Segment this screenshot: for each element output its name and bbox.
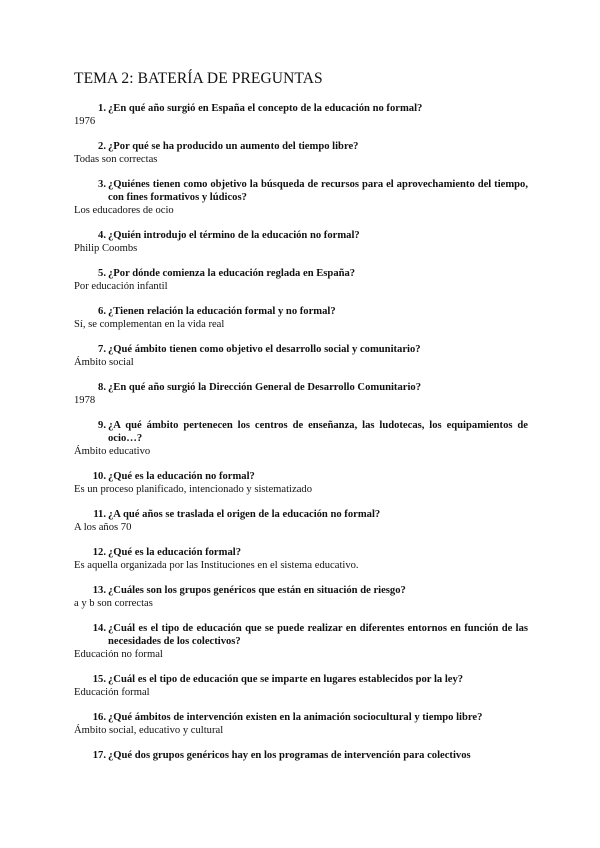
- question-text: 12. ¿Qué es la educación formal?: [108, 546, 528, 559]
- question-text: 16. ¿Qué ámbitos de intervención existen en la animación sociocultural y tiempo libre?: [108, 711, 528, 724]
- question-text: 2. ¿Por qué se ha producido un aumento del tiempo libre?: [108, 140, 528, 153]
- question-item: [0, 305, 600, 331]
- question-item: [0, 267, 600, 293]
- question-item: [0, 381, 600, 407]
- answer-text: Todas son correctas: [74, 154, 158, 165]
- answer-text: Educación no formal: [74, 649, 163, 660]
- question-item: [0, 419, 600, 458]
- question-number: 15.: [92, 674, 106, 685]
- question-item: [0, 470, 600, 496]
- question-item: [0, 749, 600, 762]
- question-number: 10.: [92, 471, 106, 482]
- question-item: [0, 178, 600, 217]
- answer-text: Es un proceso planificado, intencionado y sistematizado: [74, 484, 312, 495]
- question-text: 15. ¿Cuál es el tipo de educación que se imparte en lugares establecidos por la ley?: [108, 673, 528, 686]
- page-title: TEMA 2: BATERÍA DE PREGUNTAS: [74, 70, 323, 87]
- answer-text: Educación formal: [74, 687, 150, 698]
- question-text: 3. ¿Quiénes tienen como objetivo la búsqueda de recursos para el aprovechamiento del tiempo, con fines formativos y lúdicos?: [108, 178, 528, 204]
- answer-text: Ámbito social, educativo y cultural: [74, 725, 224, 736]
- question-number: 12.: [92, 547, 106, 558]
- question-number: 14.: [92, 623, 106, 634]
- answer-text: A los años 70: [74, 522, 132, 533]
- question-number: 9.: [98, 420, 106, 431]
- question-text: 17. ¿Qué dos grupos genéricos hay en los programas de intervención para colectivos: [108, 749, 528, 762]
- question-text: 4. ¿Quién introdujo el término de la educación no formal?: [108, 229, 528, 242]
- question-item: [0, 546, 600, 572]
- question-item: [0, 711, 600, 737]
- question-item: [0, 229, 600, 255]
- answer-text: Sí, se complementan en la vida real: [74, 319, 225, 330]
- question-text: 8. ¿En qué año surgió la Dirección General de Desarrollo Comunitario?: [108, 381, 528, 394]
- question-list: [0, 102, 600, 762]
- question-number: 1.: [98, 103, 106, 114]
- answer-text: Ámbito social: [74, 357, 134, 368]
- question-text: 13. ¿Cuáles son los grupos genéricos que están en situación de riesgo?: [108, 584, 528, 597]
- question-number: 11.: [93, 509, 106, 520]
- answer-text: Philip Coombs: [74, 243, 138, 254]
- question-item: [0, 102, 600, 128]
- question-number: 6.: [98, 306, 106, 317]
- question-text: 6. ¿Tienen relación la educación formal y no formal?: [108, 305, 528, 318]
- question-number: 4.: [98, 230, 106, 241]
- question-text: 7. ¿Qué ámbito tienen como objetivo el desarrollo social y comunitario?: [108, 343, 528, 356]
- question-item: [0, 140, 600, 166]
- question-number: 5.: [98, 268, 106, 279]
- question-item: [0, 508, 600, 534]
- answer-text: Por educación infantil: [74, 281, 168, 292]
- question-number: 17.: [92, 750, 106, 761]
- answer-text: 1978: [74, 395, 96, 406]
- answer-text: Ámbito educativo: [74, 446, 151, 457]
- question-text: 14. ¿Cuál es el tipo de educación que se puede realizar en diferentes entornos en función de las necesidades de los colectivos?: [108, 622, 528, 648]
- answer-text: Es aquella organizada por las Instituciones en el sistema educativo.: [74, 560, 359, 571]
- question-text: 1. ¿En qué año surgió en España el concepto de la educación no formal?: [108, 102, 528, 115]
- answer-text: a y b son correctas: [74, 598, 153, 609]
- question-item: [0, 584, 600, 610]
- question-number: 16.: [92, 712, 106, 723]
- answer-text: Los educadores de ocio: [74, 205, 174, 216]
- question-number: 13.: [92, 585, 106, 596]
- question-item: [0, 673, 600, 699]
- question-item: [0, 343, 600, 369]
- question-item: [0, 622, 600, 661]
- question-number: 7.: [98, 344, 106, 355]
- answer-text: 1976: [74, 116, 96, 127]
- question-text: 11. ¿A qué años se traslada el origen de la educación no formal?: [108, 508, 528, 521]
- question-number: 3.: [98, 179, 106, 190]
- question-text: 9. ¿A qué ámbito pertenecen los centros de enseñanza, las ludotecas, los equipamientos de ocio…?: [108, 419, 528, 445]
- question-number: 8.: [98, 382, 106, 393]
- question-text: 10. ¿Qué es la educación no formal?: [108, 470, 528, 483]
- question-number: 2.: [98, 141, 106, 152]
- question-text: 5. ¿Por dónde comienza la educación reglada en España?: [108, 267, 528, 280]
